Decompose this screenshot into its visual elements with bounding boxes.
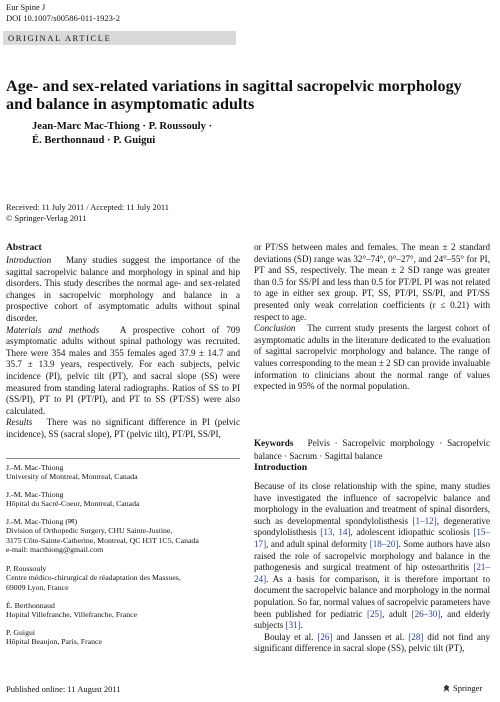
authors-line-1: Jean-Marc Mac-Thiong · P. Roussouly · bbox=[32, 121, 213, 132]
methods-text: A prospective cohort of 709 asymptomatic adults without spinal pathology was recruited. There were 354 males and 355 females aged 37.9 ± 14.7 and 35.7 ± 13.9 years, respectively. For each subjects, pelvic incidence (PI), pelvic tilt (PT), and sacral slope (SS) were measured from standing lateral radiographs. Ratios of SS to PI (SS/PI), PT to PI (PT/PI), and PT to SS (PT/SS) were also calculated. bbox=[6, 324, 240, 416]
citation-link[interactable]: [26] bbox=[317, 631, 333, 642]
paragraph-text: , adult bbox=[382, 608, 412, 619]
paragraph-text: and Janssen et al. bbox=[332, 631, 409, 642]
introduction-body bbox=[254, 481, 490, 655]
affiliation-name: J.-M. Mac-Thiong bbox=[6, 463, 64, 472]
citation-link[interactable]: [25] bbox=[366, 608, 383, 619]
paragraph-text: . Some authors have also raised the role of sacropelvic morphology and balance in the pathogenesis and surgical treatment of hip osteoarthritis bbox=[254, 538, 490, 573]
affiliation-line: University of Montreal, Montreal, Canada bbox=[6, 472, 138, 482]
affiliation bbox=[6, 517, 240, 554]
journal-header bbox=[6, 2, 120, 23]
introduction-heading: Introduction bbox=[254, 462, 308, 473]
results-continued: or PT/SS between males and females. The mean ± 2 standard deviations (SD) range was 32°–74°, 0°–27°, and 24°–55° for PI, PT and SS, respectively. The mean ± 2 SD range was greater than 0.5 for SS/PI and less than 0.5 for PT/PI. PI was not related to age in either sex group. PT, SS, PT/PI, SS/PI, and PT/SS presented only weak correlation coefficients (r ≤ 0.21) with respect to age. bbox=[254, 242, 490, 322]
citation-link[interactable]: [28] bbox=[408, 631, 424, 642]
affiliation-line: Hôpital du Sacré-Coeur, Montreal, Canada bbox=[6, 499, 140, 509]
section-label: ORIGINAL ARTICLE bbox=[8, 33, 112, 43]
affiliation-name: P. Guigui bbox=[6, 628, 36, 637]
author-list bbox=[32, 120, 212, 147]
article-title: Age- and sex-related variations in sagittal sacropelvic morphology and balance in asymptomatic adults bbox=[6, 77, 462, 113]
affiliation-name: J.-M. Mac-Thiong (✉) bbox=[6, 517, 78, 526]
keywords bbox=[254, 437, 490, 462]
publisher-name: Springer bbox=[453, 683, 483, 693]
paragraph-text: , and elderly subjects bbox=[254, 608, 490, 631]
springer-horse-icon bbox=[442, 684, 451, 693]
affiliation bbox=[6, 564, 240, 592]
affiliation-line: 69009 Lyon, France bbox=[6, 582, 69, 592]
keywords-label: Keywords bbox=[254, 438, 294, 448]
introduction-paragraph bbox=[254, 481, 490, 632]
section-banner bbox=[3, 31, 236, 45]
affiliation-name: É. Berthonnaud bbox=[6, 601, 55, 610]
keywords-text: Pelvis · Sacropelvic morphology · Sacropelvic balance · Sacrum · Sagittal balance bbox=[254, 438, 490, 461]
methods-label: Materials and methods bbox=[6, 324, 100, 335]
article-dates bbox=[6, 203, 169, 224]
published-online: Published online: 11 August 2011 bbox=[6, 684, 121, 694]
results-label: Results bbox=[6, 417, 33, 428]
footnote-divider bbox=[6, 458, 240, 459]
publisher-logo bbox=[442, 683, 482, 693]
citation-link[interactable]: [21–24] bbox=[254, 562, 490, 584]
affiliation bbox=[6, 628, 240, 647]
paragraph-text: Because of its close relationship with the spine, many studies have investigated the influence of sacropelvic balance and morphology in the evaluation and treatment of spinal disorders, such as developmental spondylolisthesis bbox=[254, 481, 490, 526]
intro-label: Introduction bbox=[6, 255, 52, 265]
citation-link[interactable]: [18–20] bbox=[369, 538, 399, 549]
affiliation-line: Hôpital Beaujon, Paris, France bbox=[6, 637, 102, 647]
received-accepted: Received: 11 July 2011 / Accepted: 11 July 2011 bbox=[6, 203, 169, 212]
affiliation-line: Centre médico-chirurgical de réadaptation des Massues, bbox=[6, 573, 181, 583]
paragraph-text: Boulay et al. bbox=[264, 631, 318, 642]
affiliation bbox=[6, 601, 240, 620]
abstract-heading: Abstract bbox=[6, 242, 42, 253]
doi: DOI 10.1007/s00586-011-1923-2 bbox=[6, 12, 120, 23]
citation-link[interactable]: [1–12] bbox=[412, 515, 437, 526]
paragraph-text: . As a basis for comparison, it is therefore important to document the sacropelvic balance and morphology in the normal population. So far, normal values of sacropelvic parameters have been published for pediatric bbox=[254, 573, 490, 619]
intro-text: Many studies suggest the importance of the sagittal sacropelvic balance and morphology in spinal and hip disorders. This study describes the normal age- and sex-related changes in sacropelvic morphology and balance in a prospective cohort of asymptomatic adults without spinal disorder. bbox=[6, 255, 240, 323]
paragraph-text: , adolescent idiopathic scoliosis bbox=[350, 527, 474, 538]
affiliation-name: P. Roussouly bbox=[6, 564, 47, 573]
affiliation bbox=[6, 463, 240, 482]
email-address[interactable]: e-mail: macthiong@gmail.com bbox=[6, 544, 104, 554]
copyright: © Springer-Verlag 2011 bbox=[6, 213, 87, 223]
affiliation-line: 3175 Côte-Sainte-Catherine, Montreal, QC H3T 1C5, Canada bbox=[6, 535, 199, 545]
citation-link[interactable]: [31] bbox=[285, 620, 301, 631]
abstract-body bbox=[6, 255, 240, 441]
citation-link[interactable]: [13, 14] bbox=[320, 527, 351, 538]
affiliation-line: Division of Orthopedic Surgery, CHU Sainte-Justine, bbox=[6, 526, 173, 536]
affiliation-name: J.-M. Mac-Thiong bbox=[6, 490, 64, 499]
affiliation-line: Hopital Villefranche, Villefranche, France bbox=[6, 610, 138, 620]
journal-name: Eur Spine J bbox=[6, 2, 46, 12]
affiliation bbox=[6, 490, 240, 509]
results-text: There was no significant difference in PI (pelvic incidence), SS (sacral slope), PT (pelvic tilt), PT/PI, SS/PI, bbox=[6, 417, 240, 439]
conclusion-text: The current study presents the largest cohort of asymptomatic adults in the literature dedicated to the evaluation of sagittal sacropelvic morphology and balance. The range of values corresponding to the mean ± 2 SD can provide invaluable information to clinicians about the normal range of values expected in 95% of the normal population. bbox=[254, 323, 490, 392]
paragraph-text: did not find any significant difference in sacral slope (SS), pelvic tilt (PT), bbox=[254, 631, 490, 654]
introduction-paragraph bbox=[254, 632, 490, 655]
paragraph-text: , and adult spinal deformity bbox=[266, 538, 370, 549]
conclusion-label: Conclusion bbox=[254, 323, 296, 334]
abstract-continued bbox=[254, 242, 490, 393]
paragraph-text: , degenerative spondylolisthesis bbox=[254, 515, 490, 538]
citation-link[interactable]: [26–30] bbox=[411, 608, 441, 619]
citation-link[interactable]: [15–17] bbox=[254, 527, 490, 549]
paragraph-text: . bbox=[300, 620, 304, 631]
authors-line-2: É. Berthonnaud · P. Guigui bbox=[32, 134, 156, 146]
